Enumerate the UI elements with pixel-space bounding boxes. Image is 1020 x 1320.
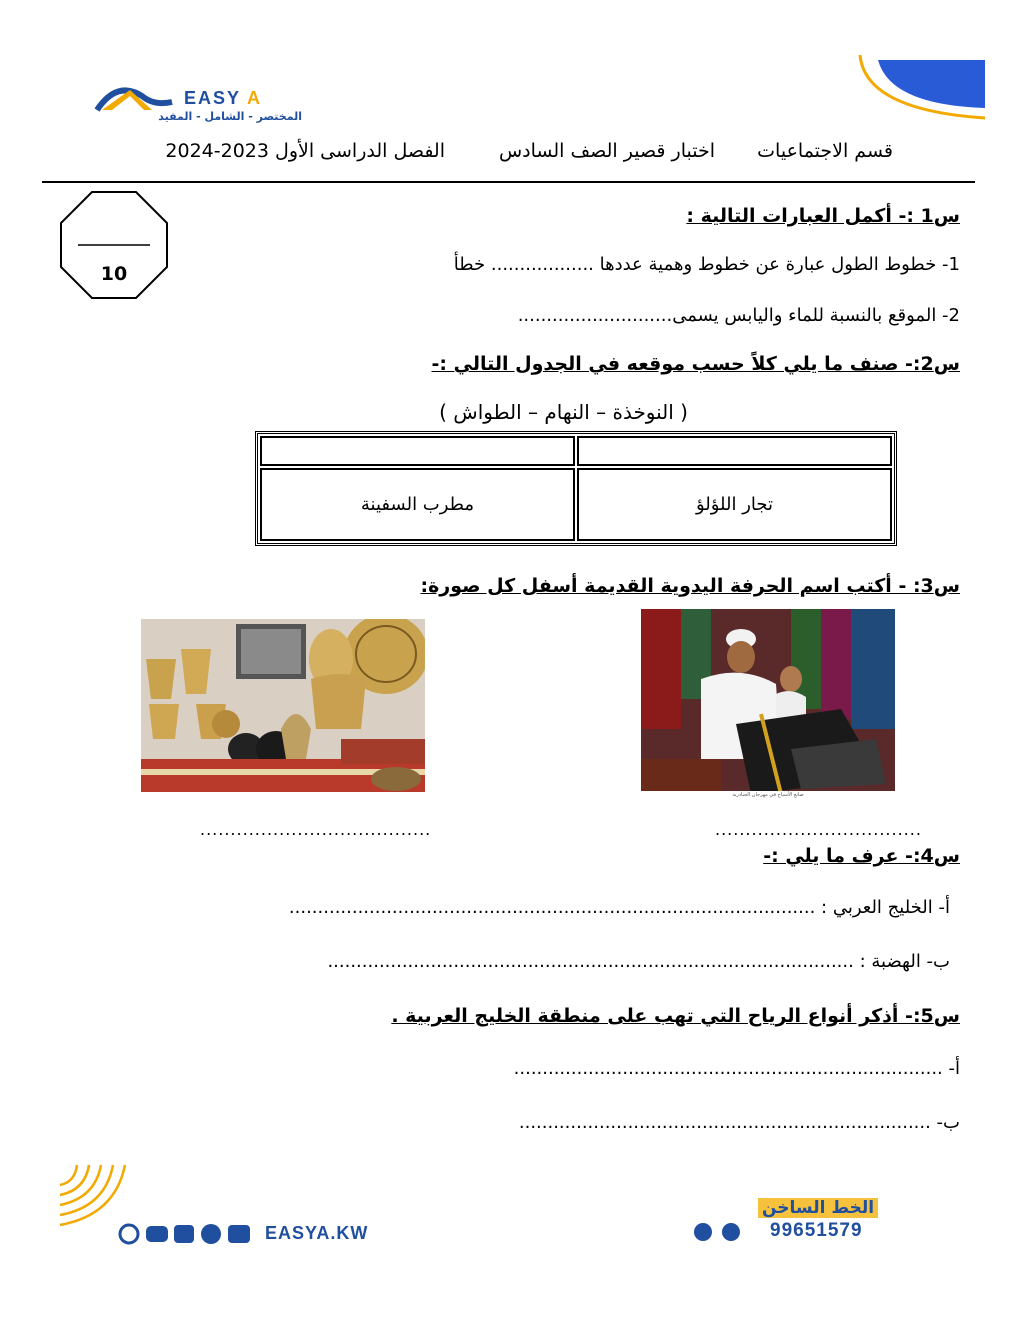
header-term: الفصل الدراسى الأول 2023-2024 — [165, 140, 445, 162]
signal-decoration-icon — [55, 1160, 135, 1230]
youtube-icon — [146, 1226, 168, 1242]
table-cell-right: تجار اللؤلؤ — [577, 468, 892, 541]
whatsapp-icon — [694, 1223, 712, 1241]
tiktok-icon — [174, 1225, 194, 1243]
q3-answer-right[interactable]: .................................. — [715, 820, 922, 839]
q4-item-a: أ- الخليج العربي : ............................................................................................ — [288, 897, 950, 918]
header-divider — [42, 181, 975, 183]
instagram-icon — [120, 1225, 138, 1243]
easy-a-logo — [92, 82, 307, 126]
table-header-left[interactable] — [260, 436, 575, 466]
header-exam: اختبار قصير الصف السادس — [498, 140, 715, 162]
q5-title: س5:- أذكر أنواع الرياح التي تهب على منطقة الخليج العربية . — [391, 1005, 960, 1027]
snapchat-icon — [201, 1224, 221, 1244]
social-icons — [118, 1223, 258, 1245]
contact-icons — [693, 1222, 753, 1242]
table-cell-left: مطرب السفينة — [260, 468, 575, 541]
q5-item-b: ب- ........................................................................ — [518, 1112, 960, 1133]
q1-item-1: 1- خطوط الطول عبارة عن خطوط وهمية عددها .................. خطأ — [453, 254, 960, 275]
header-decoration — [850, 50, 990, 130]
q5-item-a: أ- ........................................................................... — [513, 1058, 960, 1079]
phone-icon — [722, 1223, 740, 1241]
q2-choices: ( النوخذة – النهام – الطواش ) — [439, 400, 688, 424]
q2-title: س2:- صنف ما يلي كلاً حسب موقعه في الجدول التالي :- — [431, 353, 960, 375]
basket-weaving-photo — [141, 619, 425, 792]
logo-tagline: المختصر - الشامل - المفيد — [158, 110, 302, 123]
logo-brand-main: EASY — [184, 88, 241, 108]
hotline-phone[interactable]: 99651579 — [770, 1220, 863, 1241]
hotline-label: الخط الساخن — [758, 1198, 878, 1218]
q1-item-2: 2- الموقع بالنسبة للماء واليابس يسمى........................... — [517, 305, 960, 326]
score-max: 10 — [100, 263, 128, 285]
q1-title: س1 :- أكمل العبارات التالية : — [686, 205, 960, 227]
logo-brand-accent: A — [247, 88, 263, 108]
header-department: قسم الاجتماعيات — [757, 140, 893, 162]
craftsman-photo-caption: صانع الأسياح في مهرجان الجنادرية — [732, 792, 804, 798]
classification-table — [255, 431, 897, 546]
score-box — [60, 191, 168, 299]
q3-title: س3: - أكتب اسم الحرفة اليدوية القديمة أسفل كل صورة: — [420, 575, 960, 597]
telegram-icon — [228, 1225, 250, 1243]
q4-item-b: ب- الهضبة : ............................................................................................ — [327, 951, 950, 972]
craftsman-photo — [641, 609, 895, 799]
table-header-right[interactable] — [577, 436, 892, 466]
q3-answer-left[interactable]: ...................................... — [200, 820, 432, 839]
q4-title: س4:- عرف ما يلي :- — [763, 845, 960, 867]
social-handle[interactable]: EASYA.KW — [265, 1223, 369, 1243]
